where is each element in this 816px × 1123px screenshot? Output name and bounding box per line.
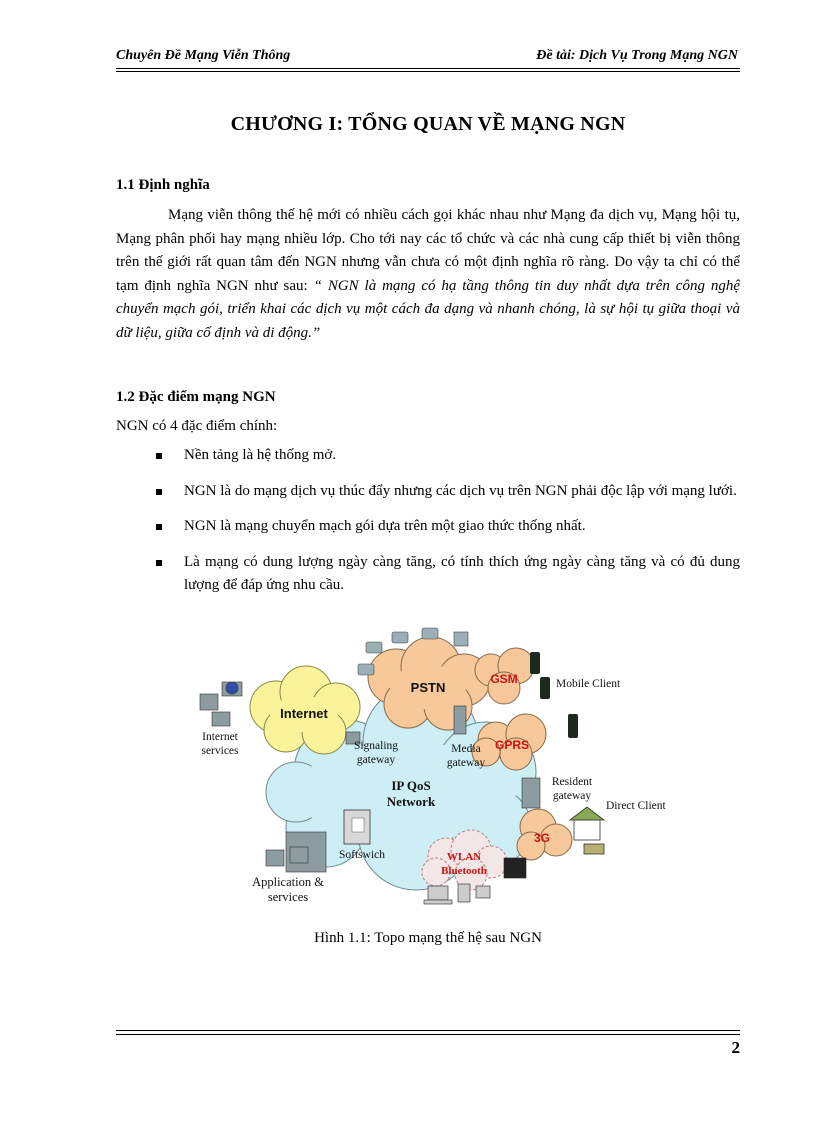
definition-quote: “ NGN là mạng có hạ tầng thông tin duy nhất dựa trên công nghệ chuyển mạch gói, triển khai các dịch vụ một cách đa dạng và nhanh chóng, là sự hội tụ giữa thoại và dữ liệu, giữa cố định và di động.” <box>116 277 740 341</box>
label-internet-services-2: services <box>201 745 239 757</box>
label-mobile-client: Mobile Client <box>556 678 621 690</box>
figure-caption: Hình 1.1: Topo mạng thế hệ sau NGN <box>314 930 542 946</box>
bullet-icon <box>156 560 162 566</box>
label-application-2: services <box>267 890 309 904</box>
label-wlan: WLAN <box>446 851 482 863</box>
page-number: 2 <box>731 1038 740 1057</box>
house-icon <box>570 807 604 854</box>
feature-list <box>116 444 740 610</box>
footer-rule-double <box>116 1034 740 1035</box>
label-resident-2: gateway <box>552 790 592 802</box>
section-2-intro: NGN có 4 đặc điểm chính: <box>116 418 278 434</box>
header-rule <box>116 68 740 69</box>
header-rule-double <box>116 71 740 72</box>
label-gsm: GSM <box>490 672 518 686</box>
bullet-icon <box>156 489 162 495</box>
header-left: Chuyên Đề Mạng Viễn Thông <box>116 48 291 63</box>
label-media: Media <box>451 743 481 755</box>
label-bluetooth: Bluetooth <box>441 865 487 877</box>
label-direct-client: Direct Client <box>606 800 666 812</box>
list-item: Là mạng có dung lượng ngày càng tăng, có tính thích ứng ngày càng tăng và có đủ dung lượng để đáp ứng nhu cầu. <box>116 551 740 598</box>
label-application: Application & <box>252 875 324 889</box>
label-ip-qos: IP QoS <box>391 778 431 793</box>
list-item: Nền tảng là hệ thống mở. <box>116 444 740 468</box>
chapter-title: CHƯƠNG I: TỔNG QUAN VỀ MẠNG NGN <box>230 113 626 135</box>
list-item: NGN là do mạng dịch vụ thúc đẩy nhưng các dịch vụ trên NGN phải độc lập với mạng lưới. <box>116 480 740 504</box>
label-3g: 3G <box>533 831 551 845</box>
label-gprs: GPRS <box>494 738 530 752</box>
label-internet-services: Internet <box>202 731 238 743</box>
ngn-topology-diagram <box>186 622 666 922</box>
label-resident: Resident <box>551 776 593 788</box>
label-softswich: Softswich <box>339 849 385 861</box>
running-header <box>116 48 738 68</box>
section-2-heading: 1.2 Đặc điểm mạng NGN <box>116 389 276 405</box>
section-1-paragraph <box>116 204 740 345</box>
bullet-icon <box>156 524 162 530</box>
label-internet: Internet <box>280 706 328 721</box>
softswitch-icon <box>344 810 370 844</box>
list-item: NGN là mạng chuyển mạch gói dựa trên một giao thức thống nhất. <box>116 515 740 539</box>
footer-rule <box>116 1030 740 1031</box>
label-network: Network <box>386 794 436 809</box>
computer-icon <box>200 682 242 726</box>
bullet-icon <box>156 453 162 459</box>
label-pstn: PSTN <box>410 680 446 695</box>
label-signaling-2: gateway <box>356 754 396 766</box>
definition-text: Mạng viễn thông thế hệ mới có nhiều cách gọi khác nhau như Mạng đa dịch vụ, Mạng hội tụ, Mạng phân phối hay mạng nhiều lớp. Cho tới nay các tổ chức và các nhà cung cấp thiết bị viễn thông trên thế giới rất quan tâm đến NGN nhưng vẫn chưa có một định nghĩa rõ ràng. Do vậy ta chỉ có thể tạm định nghĩa NGN như sau: <box>116 207 740 294</box>
label-media-2: gateway <box>446 757 486 769</box>
section-1-heading: 1.1 Định nghĩa <box>116 177 210 193</box>
header-right: Đề tài: Dịch Vụ Trong Mạng NGN <box>536 48 738 63</box>
label-signaling: Signaling <box>353 740 399 752</box>
